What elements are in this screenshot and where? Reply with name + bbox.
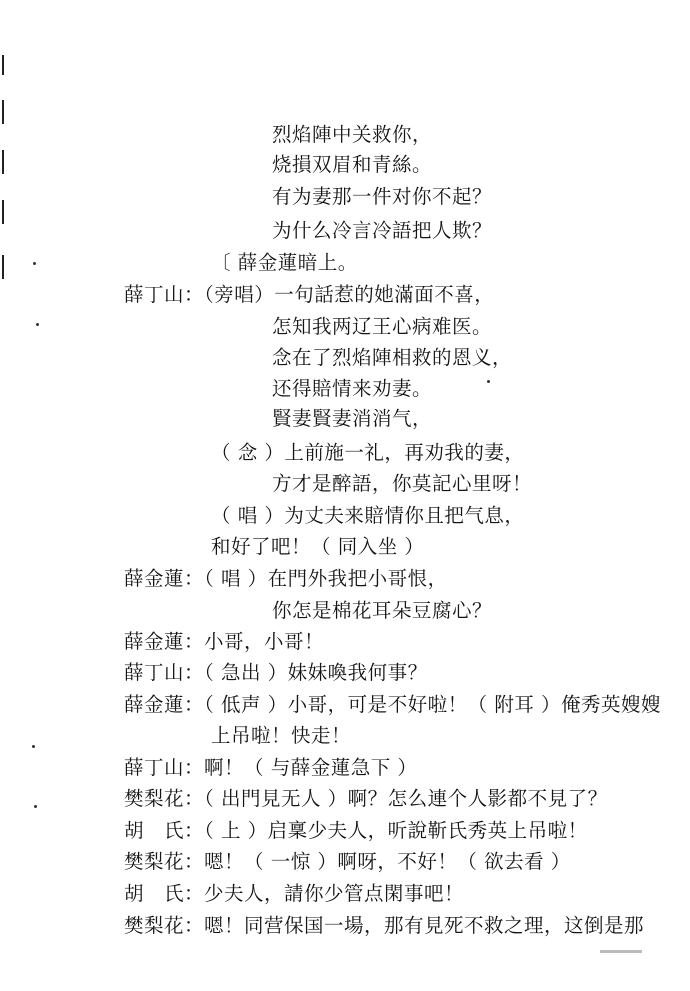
verse-line: 烈焰陣中关救你， <box>272 123 433 146</box>
verse-line: 和好了吧！（ 同入坐 ） <box>211 535 425 558</box>
verse-line: 賢妻賢妻消消气， <box>272 407 433 430</box>
verse-line: 为什么冷言冷語把人欺？ <box>272 219 493 242</box>
speck <box>32 745 35 748</box>
verse-line: （ 唱 ）为丈夫来賠情你且把气息， <box>211 504 525 527</box>
speck <box>34 805 37 808</box>
dialogue-line: 樊梨花：嗯！（ 一惊 ）啊呀，不好！（ 欲去看 ） <box>124 850 571 873</box>
verse-line: 怎知我两辽王心病难医。 <box>272 315 493 338</box>
speck <box>487 380 490 383</box>
margin-mark <box>2 55 4 75</box>
dialogue-line: 薛金蓮：小哥，小哥！ <box>124 630 325 653</box>
dialogue-line: 薛丁山：（ 急出 ）妹妹喚我何事？ <box>124 661 428 684</box>
verse-line: 你怎是棉花耳朵豆腐心？ <box>272 599 493 622</box>
dialogue-line: 胡 氏：（ 上 ）启稟少夫人，听說靳氏秀英上吊啦！ <box>124 819 588 842</box>
margin-mark <box>2 150 4 174</box>
verse-line: 念在了烈焰陣相救的恩义， <box>272 346 513 369</box>
dialogue-line: 樊梨花：嗯！同营保国一場，那有見死不救之理，这倒是那 <box>124 914 645 937</box>
stage-direction: 〔 薛金蓮暗上。 <box>211 251 358 274</box>
dialogue-line: 胡 氏：少夫人，請你少管点閑事吧！ <box>124 882 465 905</box>
dialogue-line: 薛丁山：（旁唱）一句話惹的她滿面不喜， <box>124 283 495 306</box>
verse-line: 有为妻那一件对你不起？ <box>272 185 493 208</box>
dialogue-line: 上吊啦！快走！ <box>211 724 352 747</box>
verse-line: 方才是醉語，你莫記心里呀！ <box>272 472 533 495</box>
dialogue-line: 薛金蓮：（ 低声 ）小哥，可是不好啦！（ 附耳 ）俺秀英嫂嫂 <box>124 693 662 716</box>
page-smudge <box>600 950 642 953</box>
verse-line: （ 念 ）上前施一礼，再劝我的妻， <box>211 441 525 464</box>
dialogue-line: 薛金蓮：（ 唱 ）在門外我把小哥恨， <box>124 567 448 590</box>
dialogue-line: 薛丁山：啊！（ 与薛金蓮急下 ） <box>124 756 418 779</box>
speck <box>36 323 39 326</box>
margin-mark <box>2 255 4 279</box>
speck <box>33 262 36 265</box>
margin-mark <box>2 100 4 124</box>
dialogue-line: 樊梨花：（ 出門見无人 ）啊？怎么連个人影都不見了？ <box>124 787 608 810</box>
margin-mark <box>2 200 4 224</box>
verse-line: 还得賠情来劝妻。 <box>272 377 433 400</box>
verse-line: 烧損双眉和青絲。 <box>272 153 433 176</box>
